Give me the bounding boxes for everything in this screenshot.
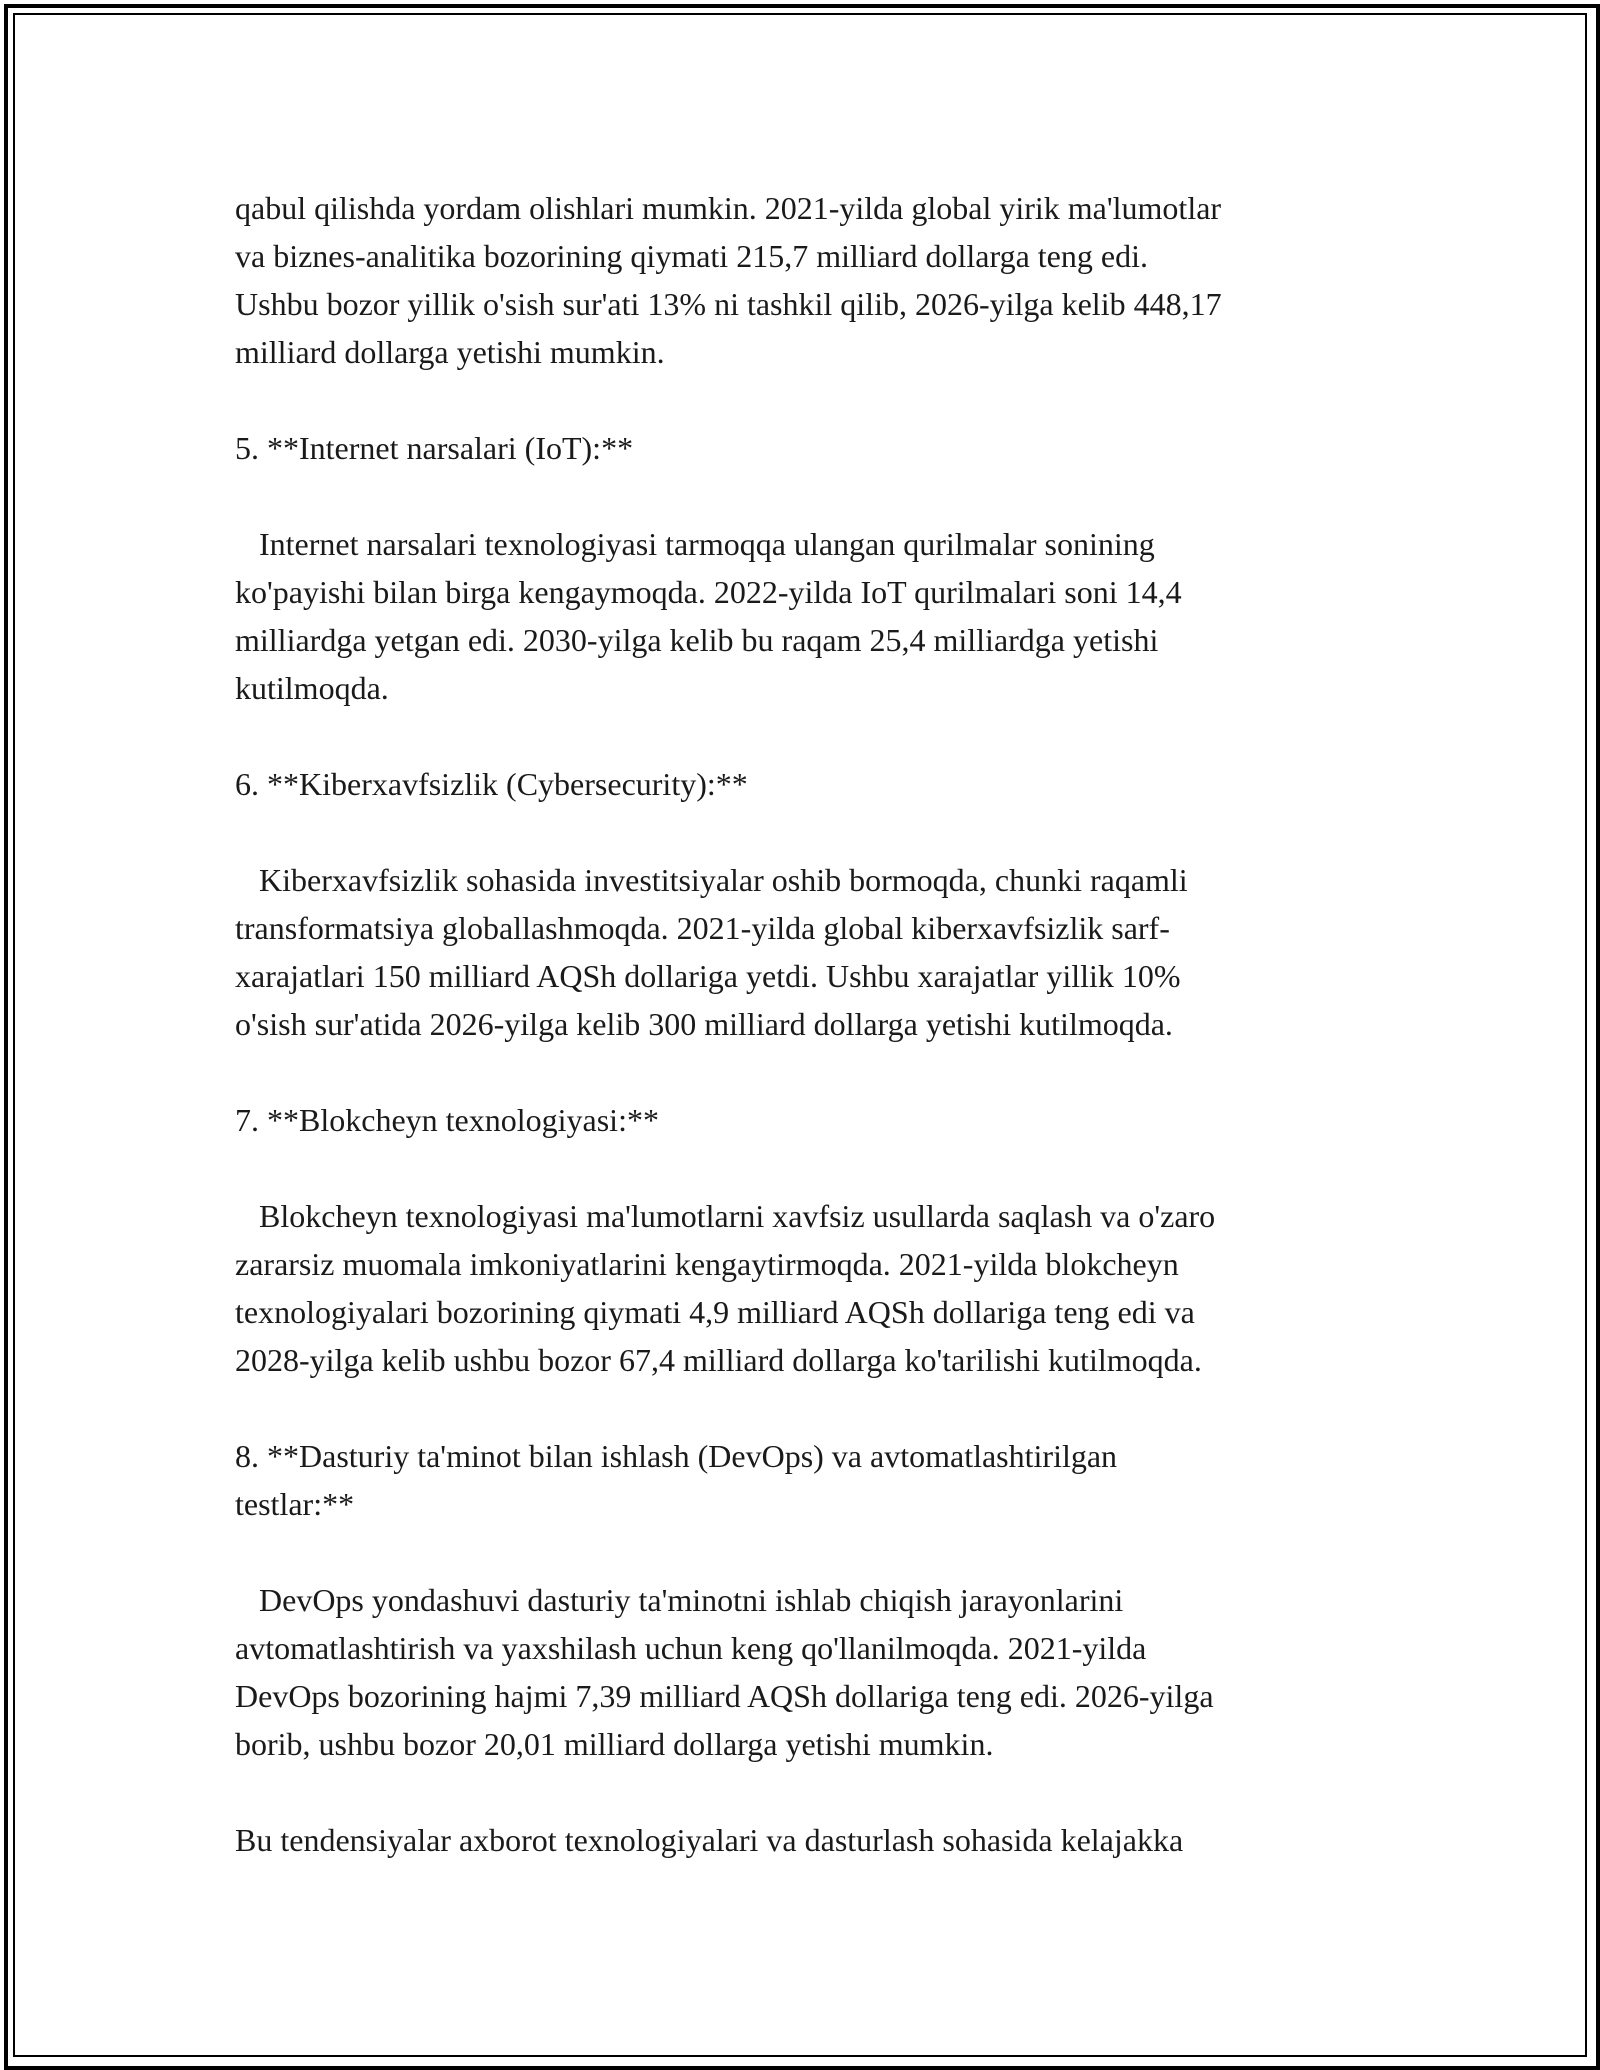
paragraph-big-data-continuation: qabul qilishda yordam olishlari mumkin. 2021-yilda global yirik ma'lumotlar va biznes-analitika bozorining qiymati 215,7 milliard dollarga teng edi. Ushbu bozor yillik o'sish sur'ati 13% ni tashkil qilib, 2026-yilga kelib 448,17 milliard dollarga yetishi mumkin. [235,190,1222,370]
paragraph-conclusion: Bu tendensiyalar axborot texnologiyalari va dasturlash sohasida kelajakka [235,1822,1184,1858]
heading-devops: 8. **Dasturiy ta'minot bilan ishlash (DevOps) va avtomatlashtirilgan testlar:** [235,1438,1118,1522]
paragraph-cybersecurity: Kiberxavfsizlik sohasida investitsiyalar oshib bormoqda, chunki raqamli transformatsiya globallashmoqda. 2021-yilda global kiberxavfsizlik sarf- xarajatlari 150 milliard AQSh dollariga yetdi. Ushbu xarajatlar yillik 10% o'sish sur'atida 2026-yilga kelib 300 milliard dollarga yetishi kutilmoqda. [235,862,1188,1042]
heading-iot: 5. **Internet narsalari (IoT):** [235,430,634,466]
heading-cybersecurity: 6. **Kiberxavfsizlik (Cybersecurity):** [235,766,748,802]
heading-blockchain: 7. **Blokcheyn texnologiyasi:** [235,1102,659,1138]
document-body [235,184,1375,1864]
paragraph-blockchain: Blokcheyn texnologiyasi ma'lumotlarni xavfsiz usullarda saqlash va o'zaro zararsiz muomala imkoniyatlarini kengaytirmoqda. 2021-yilda blokcheyn texnologiyalari bozorining qiymati 4,9 milliard AQSh dollariga teng edi va 2028-yilga kelib ushbu bozor 67,4 milliard dollarga ko'tarilishi kutilmoqda. [235,1198,1216,1378]
paragraph-devops: DevOps yondashuvi dasturiy ta'minotni ishlab chiqish jarayonlarini avtomatlashtirish va yaxshilash uchun keng qo'llanilmoqda. 2021-yilda DevOps bozorining hajmi 7,39 milliard AQSh dollariga teng edi. 2026-yilga borib, ushbu bozor 20,01 milliard dollarga yetishi mumkin. [235,1582,1214,1762]
paragraph-iot: Internet narsalari texnologiyasi tarmoqqa ulangan qurilmalar sonining ko'payishi bilan birga kengaymoqda. 2022-yilda IoT qurilmalari soni 14,4 milliardga yetgan edi. 2030-yilga kelib bu raqam 25,4 milliardga yetishi kutilmoqda. [235,526,1182,706]
